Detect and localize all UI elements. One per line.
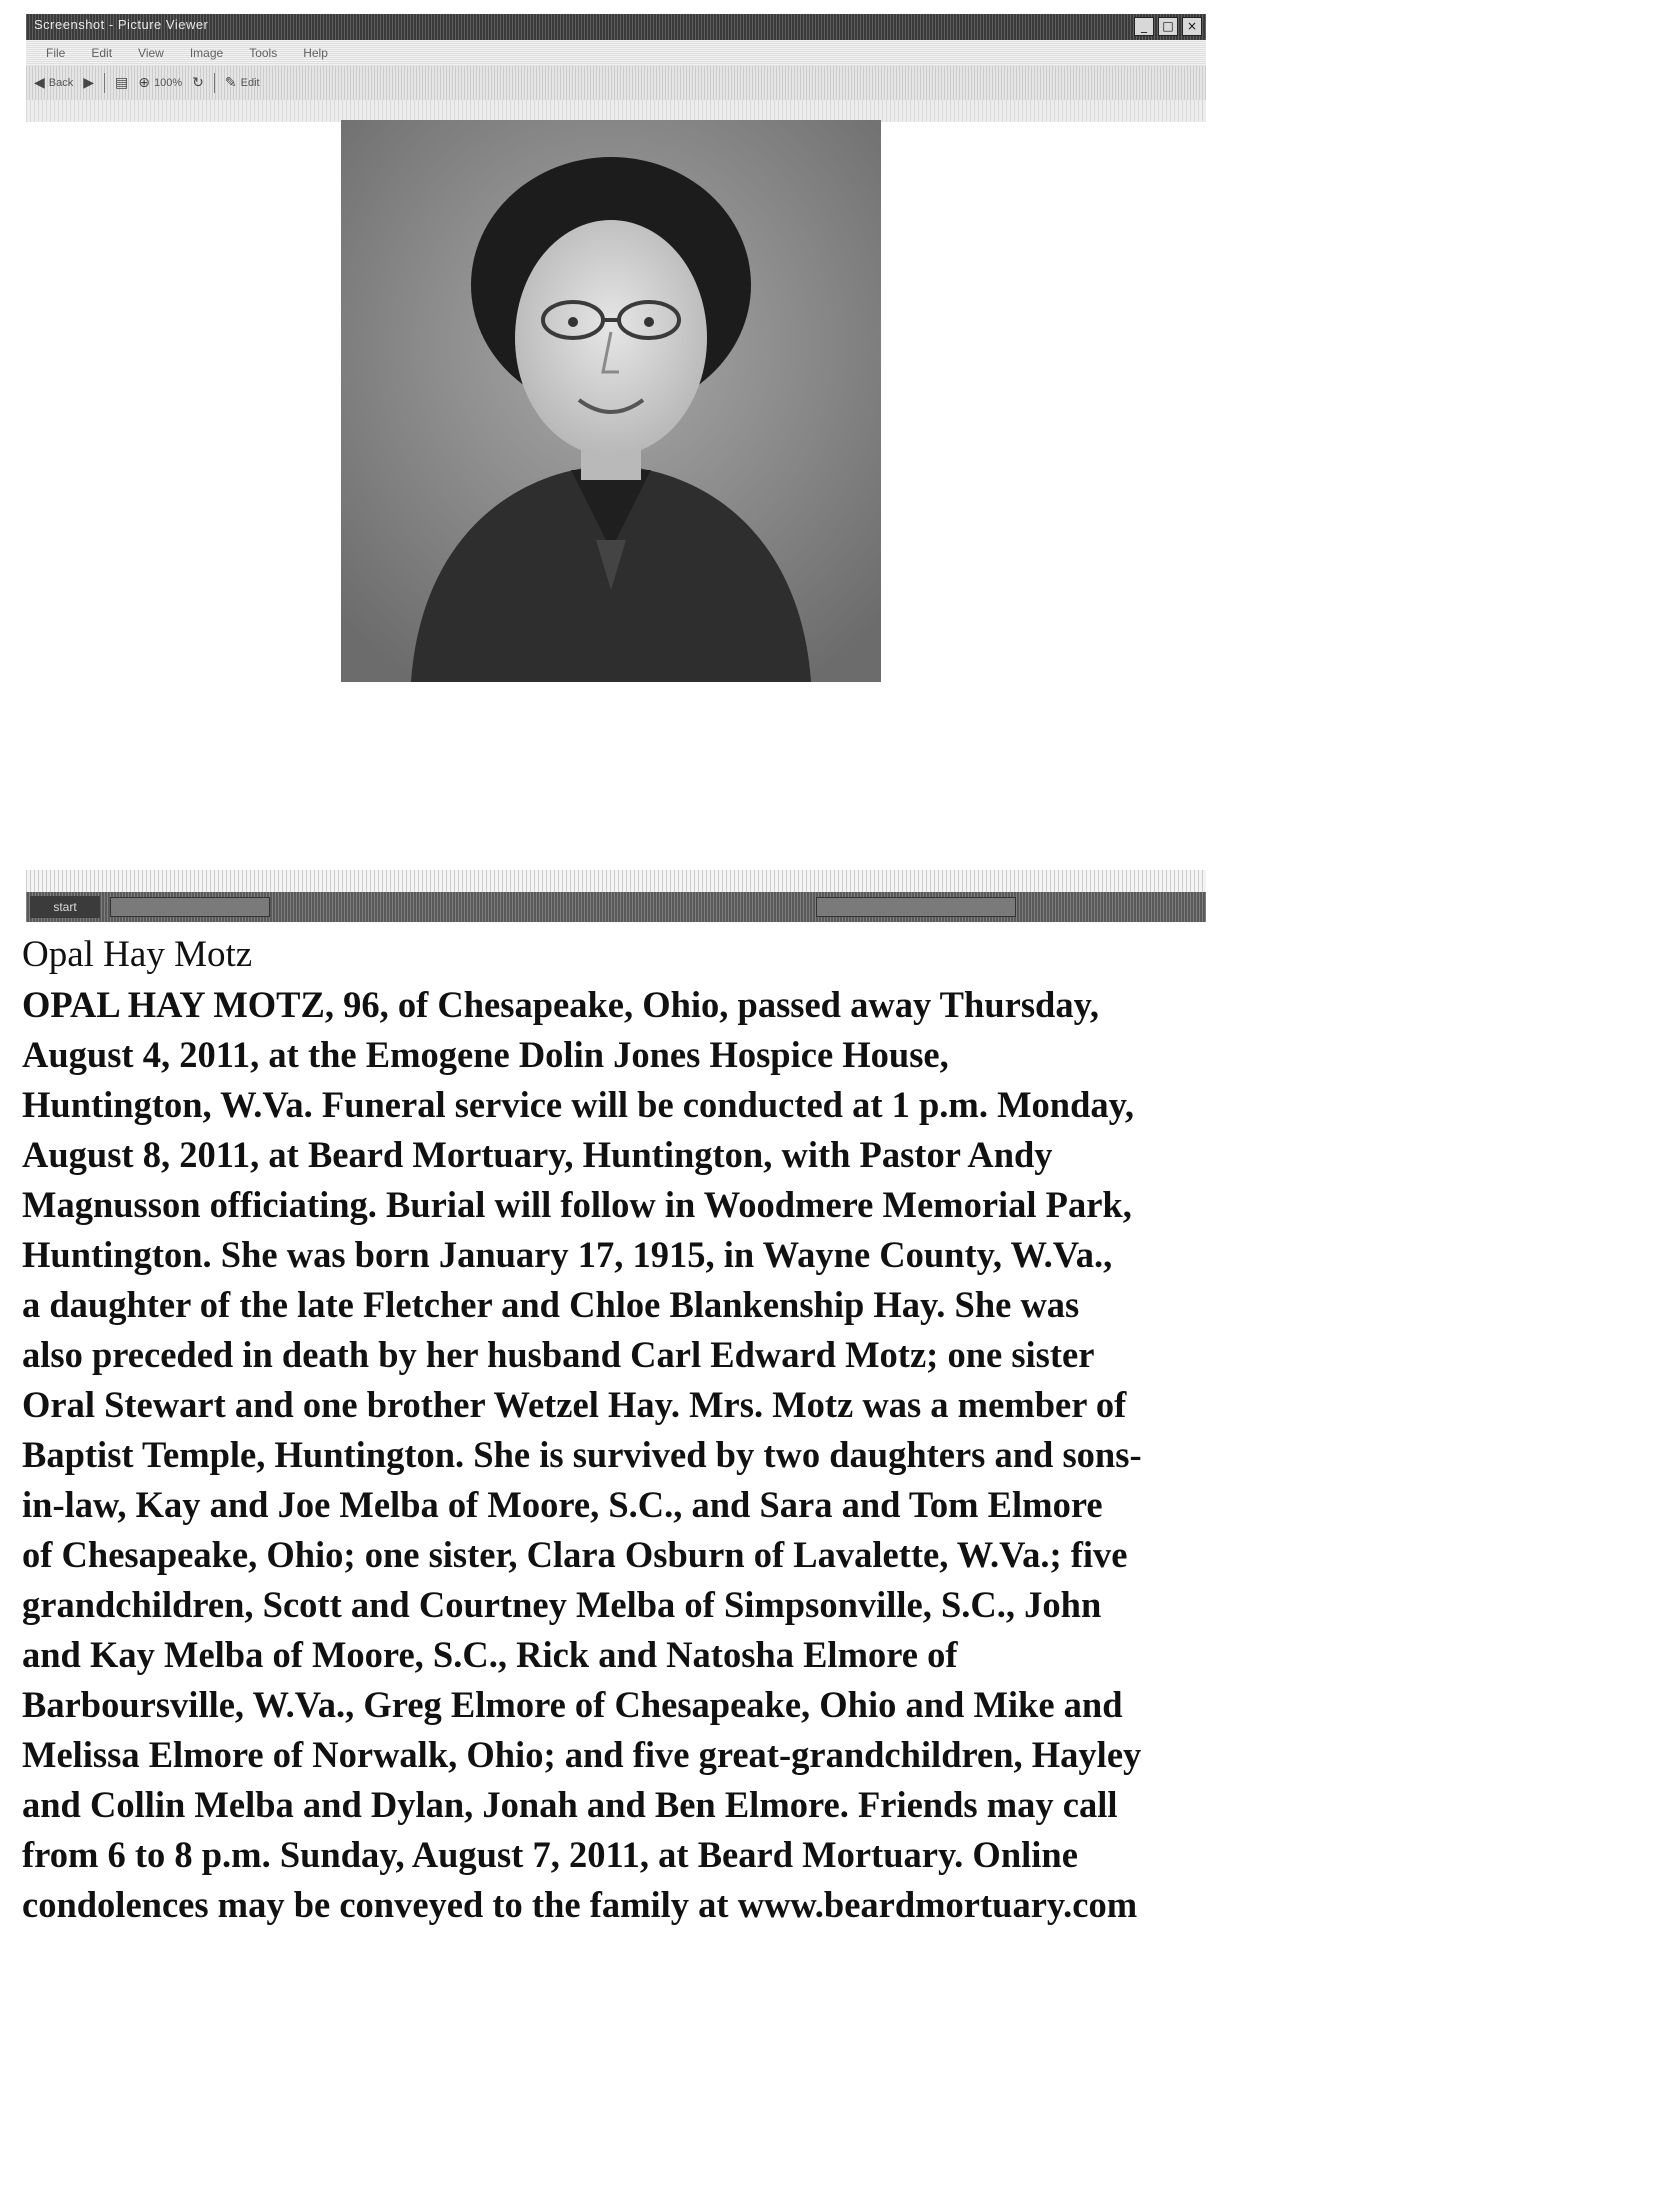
obituary-line: grandchildren, Scott and Courtney Melba of Simpsonville, S.C., John xyxy=(22,1584,1102,1625)
obituary-line: Magnusson officiating. Burial will follow in Woodmere Memorial Park, xyxy=(22,1184,1132,1225)
window-title: Screenshot - Picture Viewer xyxy=(34,17,209,32)
zoom-button[interactable] xyxy=(138,75,182,91)
rotate-button[interactable] xyxy=(192,75,204,91)
menu-edit[interactable]: Edit xyxy=(91,46,113,60)
menu-tools[interactable]: Tools xyxy=(249,46,278,60)
obituary-line: and Kay Melba of Moore, S.C., Rick and Natosha Elmore of xyxy=(22,1634,958,1675)
edit-icon: ✎ xyxy=(224,75,237,91)
zoom-icon: ⊕ xyxy=(138,75,150,91)
toolbar xyxy=(26,66,1206,100)
menu-help[interactable]: Help xyxy=(303,46,328,60)
forward-icon: ▶ xyxy=(83,75,95,91)
obituary-heading: Opal Hay Motz xyxy=(22,934,253,975)
obituary-line: OPAL HAY MOTZ, 96, of Chesapeake, Ohio, passed away Thursday, xyxy=(22,984,1099,1025)
obituary-line: Baptist Temple, Huntington. She is survived by two daughters and sons- xyxy=(22,1434,1142,1475)
taskbar-item[interactable] xyxy=(110,897,270,917)
window-titlebar xyxy=(26,14,1206,40)
minimize-button[interactable]: _ xyxy=(1134,17,1154,36)
obituary-line: condolences may be conveyed to the family at www.beardmortuary.com xyxy=(22,1884,1138,1925)
menu-image[interactable]: Image xyxy=(189,46,224,60)
obituary-line: of Chesapeake, Ohio; one sister, Clara Osburn of Lavalette, W.Va.; five xyxy=(22,1534,1128,1575)
toolbar-divider xyxy=(104,73,105,93)
back-label: Back xyxy=(48,77,74,89)
portrait-photo xyxy=(341,120,881,682)
obituary-line: Oral Stewart and one brother Wetzel Hay. Mrs. Motz was a member of xyxy=(22,1384,1127,1425)
obituary-line: Huntington, W.Va. Funeral service will be conducted at 1 p.m. Monday, xyxy=(22,1084,1135,1125)
browser-screenshot xyxy=(26,14,1206,924)
window-controls xyxy=(1134,17,1202,36)
obituary-line: a daughter of the late Fletcher and Chloe Blankenship Hay. She was xyxy=(22,1284,1080,1325)
menu-bar xyxy=(26,40,1206,66)
edit-label: Edit xyxy=(240,77,260,89)
obituary-line: and Collin Melba and Dylan, Jonah and Ben Elmore. Friends may call xyxy=(22,1784,1118,1825)
print-icon: ▤ xyxy=(115,75,129,91)
start-button[interactable]: start xyxy=(30,896,100,918)
back-icon: ◀ xyxy=(34,75,45,91)
portrait-image xyxy=(341,120,881,682)
print-button[interactable] xyxy=(115,75,128,91)
obituary-line: also preceded in death by her husband Carl Edward Motz; one sister xyxy=(22,1334,1095,1375)
toolbar-divider xyxy=(214,73,215,93)
taskbar-item[interactable] xyxy=(816,897,1016,917)
edit-button[interactable] xyxy=(225,75,260,91)
menu-view[interactable]: View xyxy=(138,46,164,60)
back-button[interactable] xyxy=(34,75,73,91)
obituary-line: August 4, 2011, at the Emogene Dolin Jones Hospice House, xyxy=(22,1034,949,1075)
zoom-level: 100% xyxy=(154,77,183,89)
obituary-line: Huntington. She was born January 17, 1915, in Wayne County, W.Va., xyxy=(22,1234,1113,1275)
status-bar xyxy=(26,870,1206,892)
obituary-line: August 8, 2011, at Beard Mortuary, Huntington, with Pastor Andy xyxy=(22,1134,1053,1175)
forward-button[interactable] xyxy=(83,75,94,91)
obituary-line: Barboursville, W.Va., Greg Elmore of Chesapeake, Ohio and Mike and xyxy=(22,1684,1123,1725)
rotate-icon: ↻ xyxy=(192,75,204,91)
viewer-tab-strip xyxy=(26,100,1206,122)
obituary xyxy=(22,930,1652,1930)
close-button[interactable]: × xyxy=(1182,17,1202,36)
obituary-line: from 6 to 8 p.m. Sunday, August 7, 2011, at Beard Mortuary. Online xyxy=(22,1834,1078,1875)
obituary-line: Melissa Elmore of Norwalk, Ohio; and five great-grandchildren, Hayley xyxy=(22,1734,1142,1775)
obituary-line: in-law, Kay and Joe Melba of Moore, S.C., and Sara and Tom Elmore xyxy=(22,1484,1103,1525)
menu-file[interactable]: File xyxy=(46,46,66,60)
maximize-button[interactable]: □ xyxy=(1158,17,1178,36)
taskbar xyxy=(26,892,1206,922)
